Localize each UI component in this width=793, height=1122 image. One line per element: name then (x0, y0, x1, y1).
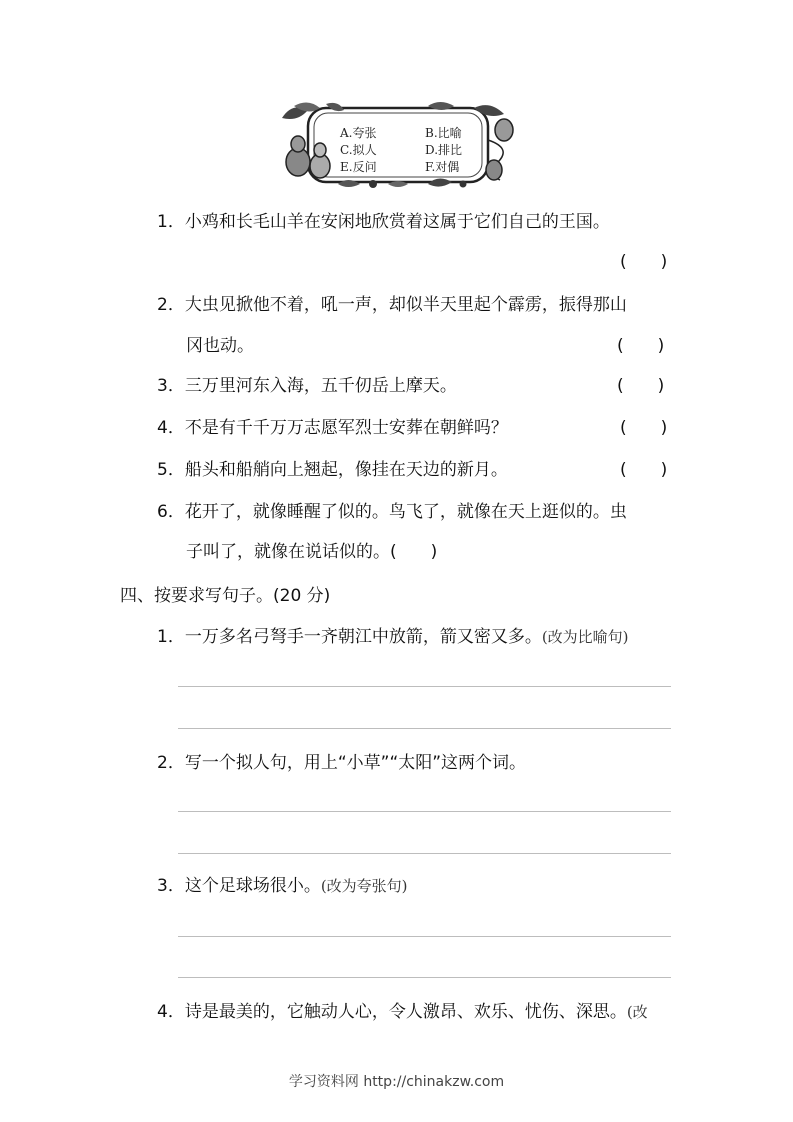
option-e: E.反问 (340, 160, 377, 174)
q4-1-answer-line-2[interactable] (178, 728, 671, 729)
q4-2-number: 2． (157, 753, 185, 773)
option-b: B.比喻 (425, 126, 462, 140)
q4-1-text: 一万多名弓弩手一齐朝江中放箭，箭又密又多。 (184, 627, 542, 647)
q3-3 (157, 374, 457, 398)
q3-3-number: 3． (157, 376, 185, 396)
q3-2-text-a: 大虫见掀他不着，吼一声，却似半天里起个霹雳，振得那山 (184, 295, 627, 315)
q4-4-note: (改 (626, 1003, 648, 1021)
q4-2-answer-line-2[interactable] (178, 853, 671, 854)
q4-3-text: 这个足球场很小。 (184, 876, 321, 896)
q4-3-answer-line-2[interactable] (178, 977, 671, 978)
q3-5-number: 5． (157, 460, 185, 480)
q4-1-number: 1． (157, 627, 185, 647)
q3-1-text: 小鸡和长毛山羊在安闲地欣赏着这属于它们自己的王国。 (184, 212, 610, 232)
q4-3-number: 3． (157, 876, 185, 896)
q3-5-answer-paren[interactable]: ( ) (620, 460, 668, 480)
q4-3-note: (改为夸张句) (320, 877, 408, 895)
q4-2-text: 写一个拟人句，用上“小草”“太阳”这两个词。 (184, 753, 527, 773)
q3-1-number: 1． (157, 212, 185, 232)
q4-4-number: 4． (157, 1002, 185, 1022)
q4-4 (157, 1000, 648, 1024)
q4-1-answer-line-1[interactable] (178, 686, 671, 687)
q4-2-answer-line-1[interactable] (178, 811, 671, 812)
q3-2-text-b: 冈也动。 (186, 336, 254, 356)
q3-6-text-a: 花开了，就像睡醒了似的。鸟飞了，就像在天上逛似的。虫 (184, 502, 627, 522)
q3-5-text: 船头和船艄向上翘起，像挂在天边的新月。 (184, 460, 508, 480)
option-c: C.拟人 (340, 143, 377, 157)
q3-1 (157, 210, 610, 234)
q3-4-number: 4． (157, 418, 185, 438)
q4-4-text: 诗是最美的，它触动人心，令人激昂、欢乐、忧伤、深思。 (184, 1002, 627, 1022)
option-d: D.排比 (425, 143, 463, 157)
vine-frame-icon (278, 100, 518, 190)
q4-1 (157, 625, 629, 649)
q4-2 (157, 751, 526, 775)
footer-site-link[interactable]: 学习资料网 http://chinakzw.com (288, 1074, 505, 1090)
option-f: F.对偶 (425, 160, 460, 174)
q4-3 (157, 874, 408, 898)
q3-2 (157, 293, 627, 317)
q3-4-answer-paren[interactable]: ( ) (620, 418, 668, 438)
q3-6 (157, 500, 627, 524)
option-a: A.夸张 (340, 126, 377, 140)
q4-1-note: (改为比喻句) (541, 628, 629, 646)
q3-3-text: 三万里河东入海，五千仞岳上摩天。 (184, 376, 457, 396)
q3-3-answer-paren[interactable]: ( ) (617, 376, 665, 396)
rhetoric-options-box (278, 100, 518, 190)
q3-2-answer-paren[interactable]: ( ) (617, 336, 665, 356)
q3-6-number: 6． (157, 502, 185, 522)
q3-5 (157, 458, 508, 482)
q4-3-answer-line-1[interactable] (178, 936, 671, 937)
q3-1-answer-paren[interactable]: ( ) (620, 252, 668, 272)
q3-2-number: 2． (157, 295, 185, 315)
q3-6-text-b: 子叫了，就像在说话似的。( ) (186, 542, 438, 562)
q3-4-text: 不是有千千万万志愿军烈士安葬在朝鲜吗？ (184, 418, 508, 438)
q3-4 (157, 416, 508, 440)
section-four-title: 四、按要求写句子。(20 分) (120, 586, 331, 606)
